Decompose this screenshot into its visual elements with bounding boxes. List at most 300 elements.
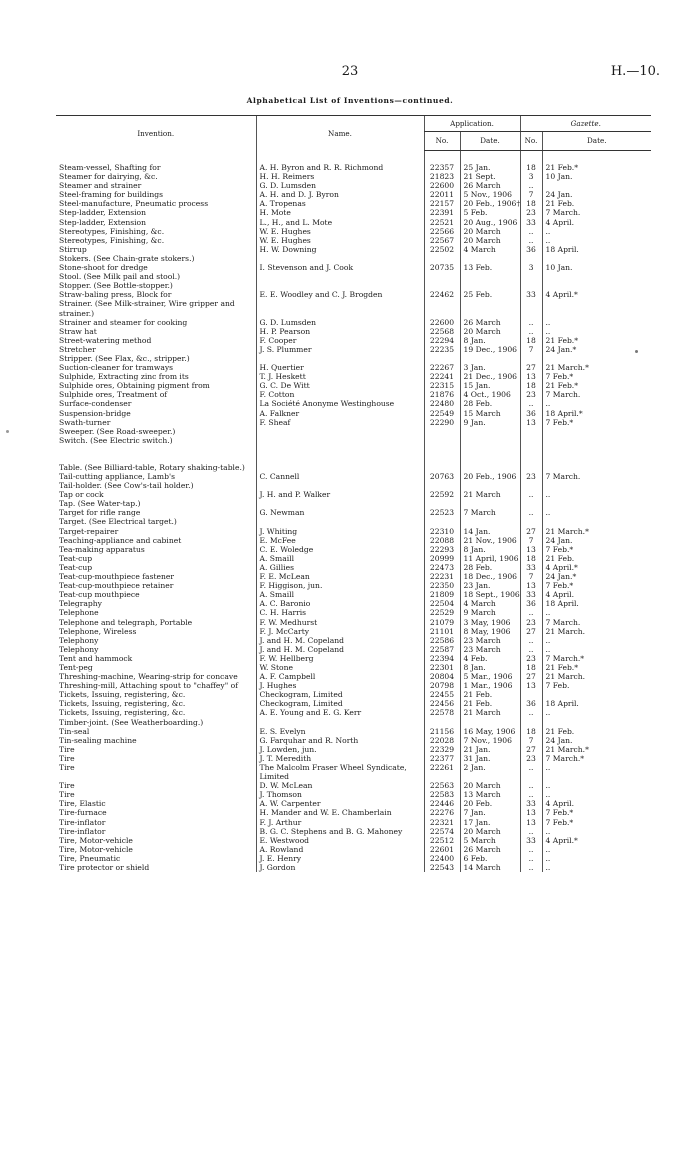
application-date-cell [460, 254, 520, 263]
gazette-date-cell [542, 481, 651, 490]
gazette-number-cell: 18 [520, 199, 542, 208]
application-number-cell [424, 299, 460, 317]
application-no-header: No. [424, 132, 460, 151]
name-cell: F. Cotton [256, 390, 424, 399]
application-number-cell: 22592 [424, 490, 460, 499]
application-date-cell: 20 Feb., 1906 [460, 472, 520, 481]
invention-cell: Stool. (See Milk pail and stool.) [59, 272, 181, 282]
gazette-date-cell [542, 690, 651, 699]
name-cell: G. D. Lumsden [256, 318, 424, 327]
gazette-date-cell [542, 718, 651, 727]
gazette-date-cell: 7 Feb. [542, 681, 651, 690]
table-row [56, 151, 651, 173]
application-date-cell: 5 Feb. [460, 208, 520, 217]
invention-cell: Tire [59, 744, 75, 754]
gazette-date-cell [542, 436, 651, 445]
application-number-cell: 22321 [424, 818, 460, 827]
gazette-number-cell: 33 [520, 290, 542, 299]
name-cell: W. E. Hughes [256, 236, 424, 245]
invention-cell: Steel-manufacture, Pneumatic process [59, 199, 209, 209]
gazette-date-cell: 24 Jan. [542, 736, 651, 745]
application-number-cell: 22391 [424, 208, 460, 217]
gazette-date-cell: 21 Feb.* [542, 151, 651, 173]
table-row [56, 318, 651, 327]
invention-cell: Teat-cup [59, 562, 93, 572]
invention-cell: Teat-cup-mouthpiece retainer [59, 581, 174, 591]
name-cell: A. Rowland [256, 845, 424, 854]
gazette-number-cell: .. [520, 854, 542, 863]
gazette-date-cell: .. [542, 608, 651, 617]
invention-cell: Stokers. (See Chain-grate stokers.) [59, 253, 195, 263]
invention-cell: Tire [59, 763, 75, 772]
gazette-number-cell: .. [520, 490, 542, 499]
application-date-cell [460, 517, 520, 526]
application-date-cell: 21 Dec., 1906 [460, 372, 520, 381]
table-row [56, 718, 651, 727]
application-number-cell: 20798 [424, 681, 460, 690]
table-row [56, 863, 651, 872]
application-date-cell: 18 Dec., 1906 [460, 572, 520, 581]
gazette-number-cell: 27 [520, 627, 542, 636]
gazette-date-cell: .. [542, 508, 651, 517]
table-row [56, 681, 651, 690]
gazette-date-cell: .. [542, 236, 651, 245]
application-date-cell: 8 Jan. [460, 545, 520, 554]
invention-cell: Tire, Motor-vehicle [59, 844, 133, 854]
name-cell: F. W. Hellberg [256, 654, 424, 663]
table-row [56, 290, 651, 299]
gazette-date-cell: 7 Feb.* [542, 818, 651, 827]
gazette-date-cell: .. [542, 708, 651, 717]
application-number-cell: 22400 [424, 854, 460, 863]
gazette-number-cell: 18 [520, 381, 542, 390]
gazette-date-cell: 21 March. [542, 672, 651, 681]
gazette-number-cell: 13 [520, 545, 542, 554]
gazette-number-cell: .. [520, 827, 542, 836]
application-date-cell: 20 Feb., 1906† [460, 199, 520, 208]
application-number-cell [424, 517, 460, 526]
application-date-cell: 2 Jan. [460, 763, 520, 781]
gazette-date-cell [542, 427, 651, 436]
application-date-header: Date. [460, 132, 520, 151]
application-number-cell: 22377 [424, 754, 460, 763]
name-cell: J. and H. M. Copeland [256, 645, 424, 654]
application-date-cell: 26 March [460, 181, 520, 190]
application-number-cell: 22586 [424, 636, 460, 645]
gazette-date-cell: .. [542, 490, 651, 499]
application-date-cell: 4 Oct., 1906 [460, 390, 520, 399]
name-cell: L., H., and L. Mote [256, 218, 424, 227]
name-cell: J. Hughes [256, 681, 424, 690]
gazette-date-cell: 4 April.* [542, 563, 651, 572]
invention-cell: Stone-shoot for dredge [59, 263, 148, 273]
gazette-date-cell: 24 Jan. [542, 190, 651, 199]
gazette-number-cell: 36 [520, 699, 542, 708]
name-cell: G. Newman [256, 508, 424, 517]
table-row [56, 481, 651, 490]
name-cell [256, 517, 424, 526]
application-number-cell: 22394 [424, 654, 460, 663]
gazette-number-cell: .. [520, 181, 542, 190]
application-date-cell: 14 Jan. [460, 527, 520, 536]
gazette-date-cell: 7 Feb.* [542, 581, 651, 590]
application-date-cell: 20 March [460, 227, 520, 236]
name-cell [256, 272, 424, 281]
application-date-cell: 4 March [460, 245, 520, 254]
gazette-date-cell: 21 March.* [542, 363, 651, 372]
invention-cell: Stopper. (See Bottle-stopper.) [59, 281, 173, 291]
gazette-date-cell [542, 272, 651, 281]
gazette-number-cell [520, 281, 542, 290]
table-row [56, 808, 651, 817]
gazette-number-cell: 18 [520, 727, 542, 736]
invention-cell: Teaching-appliance and cabinet [59, 535, 182, 545]
application-date-cell: 9 March [460, 608, 520, 617]
application-number-cell: 22290 [424, 418, 460, 427]
application-number-cell: 22350 [424, 581, 460, 590]
name-cell: H. Mote [256, 208, 424, 217]
table-row [56, 790, 651, 799]
table-row [56, 208, 651, 217]
application-number-cell: 22455 [424, 690, 460, 699]
gazette-date-cell [542, 299, 651, 317]
invention-cell: Tap or cock [59, 490, 104, 500]
application-number-cell: 21079 [424, 618, 460, 627]
application-date-cell [460, 281, 520, 290]
gazette-date-cell: 18 April. [542, 245, 651, 254]
name-cell: G. Farquhar and R. North [256, 736, 424, 745]
application-date-cell: 3 May, 1906 [460, 618, 520, 627]
invention-cell: Tire [59, 790, 75, 800]
gazette-date-cell: .. [542, 863, 651, 872]
application-date-cell: 5 March [460, 836, 520, 845]
table-row [56, 181, 651, 190]
table-row [56, 490, 651, 499]
gazette-number-cell: .. [520, 781, 542, 790]
invention-cell: Tail-cutting appliance, Lamb's [59, 472, 175, 481]
invention-cell: Stereotypes, Finishing, &c. [59, 235, 165, 245]
gazette-number-cell: 13 [520, 808, 542, 817]
table-row [56, 336, 651, 345]
application-number-cell: 21876 [424, 390, 460, 399]
table-row [56, 563, 651, 572]
table-row [56, 399, 651, 408]
inventions-table [56, 115, 651, 872]
name-cell: A. Falkner [256, 409, 424, 418]
invention-cell: Tire [59, 753, 75, 763]
name-cell: La Société Anonyme Westinghouse [256, 399, 424, 408]
invention-cell: Stripper. (See Flax, &c., stripper.) [59, 353, 190, 363]
gazette-date-cell [542, 463, 651, 472]
table-row [56, 245, 651, 254]
gazette-number-cell: 36 [520, 599, 542, 608]
table-row [56, 599, 651, 608]
name-cell: A. C. Baronio [256, 599, 424, 608]
invention-cell: Straw hat [59, 326, 97, 336]
name-cell: J. Lowden, jun. [256, 745, 424, 754]
application-date-cell: 31 Jan. [460, 754, 520, 763]
gazette-date-cell: 21 March. [542, 627, 651, 636]
application-date-cell: 21 March [460, 490, 520, 499]
name-cell [256, 299, 424, 317]
name-cell: W. E. Hughes [256, 227, 424, 236]
name-cell: Checkogram, Limited [256, 690, 424, 699]
gazette-number-cell: 3 [520, 263, 542, 272]
application-number-cell: 22502 [424, 245, 460, 254]
application-number-cell: 20999 [424, 554, 460, 563]
invention-cell: Tickets, Issuing, registering, &c. [59, 708, 186, 718]
invention-cell: Tire, Elastic [59, 799, 106, 809]
gazette-number-cell [520, 436, 542, 445]
name-cell: A. H. Byron and R. R. Richmond [256, 151, 424, 173]
table-row [56, 409, 651, 418]
gazette-date-cell: 18 April. [542, 699, 651, 708]
invention-cell: Tin-sealing machine [59, 735, 137, 745]
invention-cell: Telephony [59, 644, 99, 654]
application-number-cell: 22600 [424, 318, 460, 327]
application-date-cell [460, 499, 520, 508]
invention-cell: Steel-framing for buildings [59, 190, 163, 200]
gazette-number-cell: 7 [520, 572, 542, 581]
invention-cell: Surface-condenser [59, 399, 132, 409]
table-row [56, 427, 651, 436]
gazette-number-cell [520, 445, 542, 463]
gazette-date-cell: 24 Jan.* [542, 345, 651, 354]
gazette-date-cell: .. [542, 645, 651, 654]
application-date-cell: 21 Sept. [460, 172, 520, 181]
gazette-number-cell: 7 [520, 345, 542, 354]
gazette-date-cell [542, 499, 651, 508]
application-number-cell: 22301 [424, 663, 460, 672]
name-cell: G. C. De Witt [256, 381, 424, 390]
table-row [56, 536, 651, 545]
gazette-number-cell: 18 [520, 336, 542, 345]
gazette-number-cell [520, 481, 542, 490]
table-row [56, 672, 651, 681]
table-row [56, 727, 651, 736]
invention-cell: Teat-cup mouthpiece [59, 590, 140, 600]
gazette-date-cell: 7 Feb.* [542, 418, 651, 427]
invention-cell: Strainer and steamer for cooking [59, 317, 188, 327]
application-date-cell [460, 481, 520, 490]
gazette-number-cell: 18 [520, 151, 542, 173]
invention-cell: Tire-inflator [59, 817, 106, 827]
application-date-cell: 18 Sept., 1906 [460, 590, 520, 599]
application-date-cell [460, 718, 520, 727]
invention-column-header: Invention. [56, 116, 256, 151]
name-cell: I. Stevenson and J. Cook [256, 263, 424, 272]
gazette-date-cell: 10 Jan. [542, 263, 651, 272]
application-date-cell: 21 Feb. [460, 699, 520, 708]
invention-cell: Teat-cup [59, 553, 93, 563]
page-mark [6, 430, 9, 433]
application-number-cell [424, 718, 460, 727]
name-cell [256, 481, 424, 490]
application-number-cell: 22549 [424, 409, 460, 418]
gazette-date-cell: 4 April. [542, 218, 651, 227]
application-date-cell: 8 Jan. [460, 663, 520, 672]
invention-cell: Tire, Motor-vehicle [59, 835, 133, 845]
application-number-cell [424, 445, 460, 463]
table-row [56, 854, 651, 863]
page-mark [635, 350, 638, 353]
table-row [56, 372, 651, 381]
application-number-cell: 22456 [424, 699, 460, 708]
name-cell: F. J. McCarty [256, 627, 424, 636]
gazette-number-cell: 13 [520, 681, 542, 690]
gazette-number-cell: 27 [520, 527, 542, 536]
application-number-cell: 21809 [424, 590, 460, 599]
gazette-date-cell: .. [542, 327, 651, 336]
gazette-number-cell: .. [520, 236, 542, 245]
table-row [56, 254, 651, 263]
invention-cell: Sulphide ores, Treatment of [59, 390, 168, 400]
application-number-cell: 22235 [424, 345, 460, 354]
name-cell: J. E. Henry [256, 854, 424, 863]
invention-cell: Telegraphy [59, 599, 102, 609]
gazette-number-cell: .. [520, 608, 542, 617]
table-row [56, 590, 651, 599]
gazette-number-cell: 23 [520, 208, 542, 217]
application-date-cell [460, 299, 520, 317]
gazette-number-cell [520, 299, 542, 317]
invention-cell: Teat-cup-mouthpiece fastener [59, 572, 175, 582]
name-cell [256, 354, 424, 363]
name-cell [256, 254, 424, 263]
table-row [56, 763, 651, 781]
application-date-cell [460, 354, 520, 363]
application-number-cell: 22315 [424, 381, 460, 390]
application-number-cell: 22088 [424, 536, 460, 545]
gazette-number-cell: 13 [520, 818, 542, 827]
document-reference: H.—10. [610, 64, 660, 79]
application-date-cell: 15 Jan. [460, 381, 520, 390]
name-cell: F. Higgison, jun. [256, 581, 424, 590]
application-number-cell: 22601 [424, 845, 460, 854]
gazette-date-cell: 7 March. [542, 390, 651, 399]
invention-cell: Telephone [59, 608, 99, 618]
name-cell: J. T. Meredith [256, 754, 424, 763]
gazette-date-cell: 7 March.* [542, 754, 651, 763]
table-row [56, 618, 651, 627]
gazette-date-cell: 4 April.* [542, 836, 651, 845]
invention-cell [56, 445, 256, 463]
gazette-number-cell: 33 [520, 218, 542, 227]
gazette-date-cell: 7 March.* [542, 654, 651, 663]
application-number-cell: 22028 [424, 736, 460, 745]
gazette-number-cell: 27 [520, 363, 542, 372]
application-date-cell: 13 Feb. [460, 263, 520, 272]
table-row [56, 690, 651, 699]
gazette-date-cell: .. [542, 827, 651, 836]
table-row [56, 463, 651, 472]
name-column-header: Name. [256, 116, 424, 151]
application-date-cell: 21 March [460, 708, 520, 717]
table-row [56, 745, 651, 754]
name-cell: E. Westwood [256, 836, 424, 845]
gazette-number-cell: .. [520, 763, 542, 781]
application-date-cell: 7 Nov., 1906 [460, 736, 520, 745]
gazette-number-cell [520, 354, 542, 363]
gazette-number-cell: 7 [520, 190, 542, 199]
application-date-cell: 11 April, 1906 [460, 554, 520, 563]
gazette-date-cell: 18 April. [542, 599, 651, 608]
invention-cell: Timber-joint. (See Weatherboarding.) [59, 717, 204, 727]
gazette-date-cell: 18 April.* [542, 409, 651, 418]
application-date-cell: 20 March [460, 781, 520, 790]
gazette-number-cell: .. [520, 645, 542, 654]
name-cell: J. Thomson [256, 790, 424, 799]
gazette-number-cell: 3 [520, 172, 542, 181]
gazette-date-cell: 21 Feb.* [542, 663, 651, 672]
name-cell: D. W. McLean [256, 781, 424, 790]
name-cell: A. Smaill [256, 590, 424, 599]
table-row [56, 236, 651, 245]
application-number-cell: 21101 [424, 627, 460, 636]
application-number-cell: 22578 [424, 708, 460, 717]
gazette-number-cell [520, 427, 542, 436]
table-row [56, 708, 651, 717]
gazette-date-cell: 21 March.* [542, 527, 651, 536]
gazette-date-cell: .. [542, 227, 651, 236]
name-cell [256, 436, 424, 445]
application-number-cell: 22310 [424, 527, 460, 536]
invention-cell: Steamer and strainer [59, 181, 142, 191]
application-number-cell: 21156 [424, 727, 460, 736]
application-number-cell [424, 354, 460, 363]
table-row [56, 190, 651, 199]
name-cell: The Malcolm Fraser Wheel Syndicate, Limited [256, 763, 424, 781]
name-cell: W. Stone [256, 663, 424, 672]
name-cell: F. W. Medhurst [256, 618, 424, 627]
gazette-number-cell: .. [520, 508, 542, 517]
name-cell: E. McFee [256, 536, 424, 545]
invention-cell: Suspension-bridge [59, 408, 131, 418]
invention-cell: Telephone, Wireless [59, 626, 137, 636]
application-date-cell: 7 March [460, 508, 520, 517]
application-number-cell: 20763 [424, 472, 460, 481]
gazette-date-cell [542, 181, 651, 190]
application-number-cell: 21823 [424, 172, 460, 181]
gazette-date-cell: .. [542, 763, 651, 781]
gazette-date-cell [542, 517, 651, 526]
table-row [56, 654, 651, 663]
table-row [56, 581, 651, 590]
application-number-cell: 22504 [424, 599, 460, 608]
gazette-date-cell [542, 254, 651, 263]
gazette-number-cell [520, 517, 542, 526]
invention-cell: Telephone and telegraph, Portable [59, 617, 193, 627]
gazette-date-cell: 4 April. [542, 799, 651, 808]
application-number-cell: 22568 [424, 327, 460, 336]
table-row [56, 827, 651, 836]
table-row [56, 218, 651, 227]
application-number-cell: 22157 [424, 199, 460, 208]
gazette-number-cell: 7 [520, 536, 542, 545]
invention-cell: Suction-cleaner for tramways [59, 363, 174, 373]
name-cell [256, 445, 424, 463]
application-date-cell [460, 463, 520, 472]
application-number-cell: 22521 [424, 218, 460, 227]
name-cell: H. Quertier [256, 363, 424, 372]
name-cell: H. H. Reimers [256, 172, 424, 181]
application-date-cell [460, 427, 520, 436]
application-number-cell: 22583 [424, 790, 460, 799]
application-number-cell: 22357 [424, 151, 460, 173]
gazette-number-cell [520, 690, 542, 699]
gazette-number-cell: 33 [520, 799, 542, 808]
application-number-cell [424, 272, 460, 281]
